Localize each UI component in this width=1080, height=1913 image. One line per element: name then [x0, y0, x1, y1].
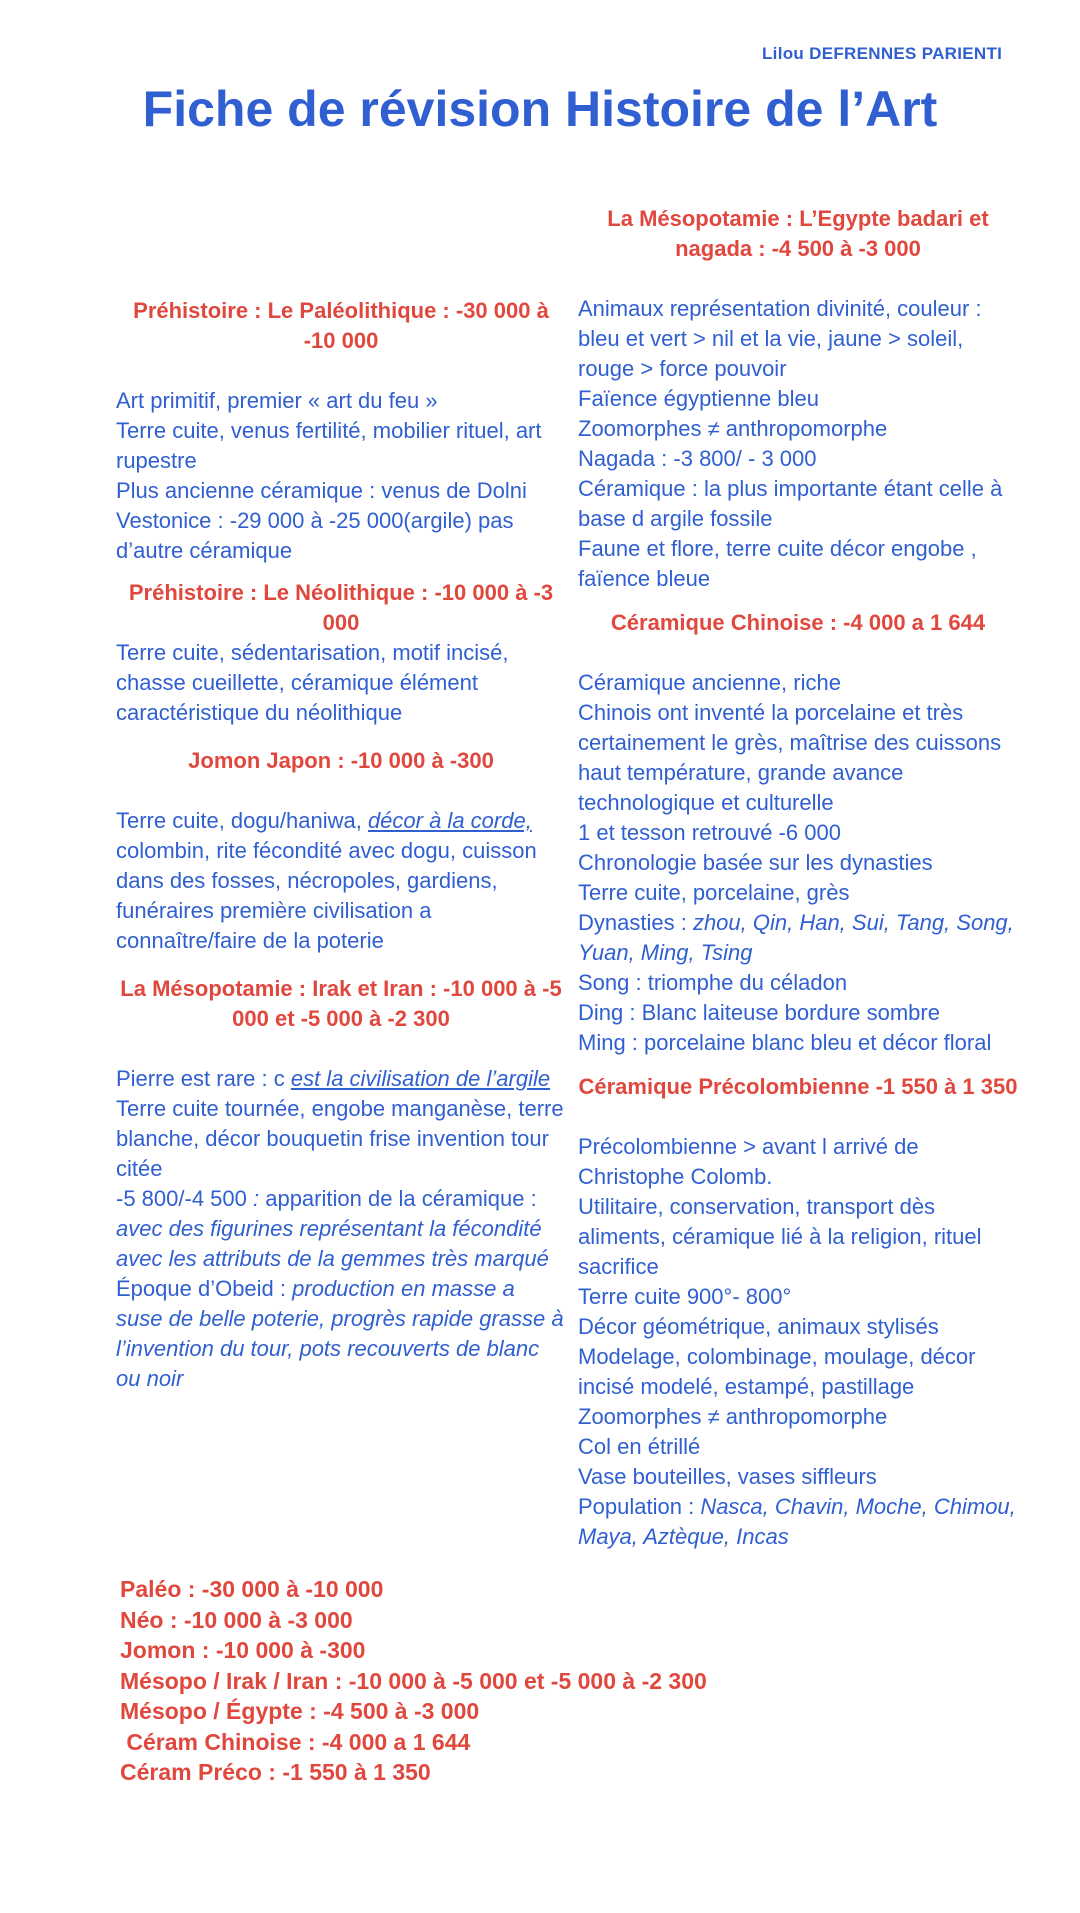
author-name: Lilou DEFRENNES PARIENTI: [762, 44, 1003, 63]
text-line: [116, 1184, 566, 1274]
section-heading-ceramique-precolombienne: Céramique Précolombienne -1 550 à 1 350: [578, 1074, 1018, 1099]
section-body-jomon: [116, 806, 566, 956]
text-line: Col en étrillé: [578, 1434, 701, 1459]
text-line: Terre cuite, sédentarisation, motif incisé, chasse cueillette, céramique élément caractéristique du néolithique: [116, 640, 509, 725]
summary-line: Jomon : -10 000 à -300: [120, 1637, 366, 1663]
text-line: Décor géométrique, animaux stylisés: [578, 1314, 939, 1339]
section-heading-ceramique-chinoise: Céramique Chinoise : -4 000 a 1 644: [610, 610, 986, 635]
text-line: [116, 1064, 566, 1094]
section-body-egypte: [578, 294, 1018, 594]
text-line: Céramique ancienne, riche: [578, 670, 841, 695]
text-run: Dynasties :: [578, 910, 693, 935]
text-line: [578, 1492, 1018, 1552]
text-run: Époque d’Obeid :: [116, 1276, 293, 1301]
text-line: Ming : porcelaine blanc bleu et décor floral: [578, 1030, 992, 1055]
dates-summary: [120, 1574, 980, 1788]
text-line: Art primitif, premier « art du feu »: [116, 388, 438, 413]
text-line: Zoomorphes ≠ anthropomorphe: [578, 1404, 888, 1429]
text-line: Terre cuite, venus fertilité, mobilier rituel, art rupestre: [116, 418, 542, 473]
text-line: Animaux représentation divinité, couleur : bleu et vert > nil et la vie, jaune > soleil, rouge > force pouvoir: [578, 296, 982, 381]
section-body-paleolithique: [116, 386, 566, 566]
left-column: [116, 296, 566, 1394]
text-run-emphasis: décor à la corde,: [367, 808, 532, 833]
section-heading-mesopotamie-irak-iran: La Mésopotamie : Irak et Iran : -10 000 à -5 000 et -5 000 à -2 300: [120, 976, 562, 1031]
text-line: Terre cuite, porcelaine, grès: [578, 880, 850, 905]
text-line: Céramique : la plus importante étant celle à base d argile fossile: [578, 476, 1003, 531]
section-heading-jomon: Jomon Japon : -10 000 à -300: [188, 748, 494, 773]
text-line: Terre cuite 900°- 800°: [578, 1284, 792, 1309]
text-line: Chronologie basée sur les dynasties: [578, 850, 933, 875]
text-line: Précolombienne > avant l arrivé de Christophe Colomb.: [578, 1134, 919, 1189]
text-line: Faune et flore, terre cuite décor engobe , faïence bleue: [578, 536, 977, 591]
text-line: Vase bouteilles, vases siffleurs: [578, 1464, 877, 1489]
summary-line: Mésopo / Égypte : -4 500 à -3 000: [120, 1698, 480, 1724]
section-heading-egypte: La Mésopotamie : L’Egypte badari et nagada : -4 500 à -3 000: [607, 206, 989, 261]
section-heading-neolithique: Préhistoire : Le Néolithique : -10 000 à -3 000: [128, 580, 554, 635]
text-line: [578, 908, 1018, 968]
text-run: -5 800/-4 500: [116, 1186, 253, 1211]
dynasty-list: zhou, Qin, Han, Sui, Tang, Song, Yuan, Ming, Tsing: [578, 910, 1014, 965]
text-line: Zoomorphes ≠ anthropomorphe: [578, 416, 888, 441]
summary-line: Néo : -10 000 à -3 000: [120, 1606, 353, 1633]
text-line: Utilitaire, conservation, transport dès aliments, céramique lié à la religion, rituel sacrifice: [578, 1194, 982, 1279]
text-run-emphasis: :: [252, 1186, 266, 1211]
page-title: Fiche de révision Histoire de l’Art: [142, 81, 938, 137]
text-line: Faïence égyptienne bleu: [578, 386, 819, 411]
text-line: Song : triomphe du céladon: [578, 970, 848, 995]
text-run: Population :: [578, 1494, 701, 1519]
text-line: Chinois ont inventé la porcelaine et très certainement le grès, maîtrise des cuissons haut température, grande avance technologique et culturelle: [578, 700, 1002, 815]
text-line: [116, 1274, 566, 1394]
text-line: 1 et tesson retrouvé -6 000: [578, 820, 841, 845]
right-column: [578, 204, 1018, 1552]
text-run: apparition de la céramique :: [265, 1186, 537, 1211]
text-line: Plus ancienne céramique : venus de Dolni Vestonice : -29 000 à -25 000(argile) pas d’autre céramique: [116, 478, 527, 563]
summary-line: Céram Préco : -1 550 à 1 350: [120, 1759, 431, 1785]
text-line: Nagada : -3 800/ - 3 000: [578, 446, 817, 471]
text-line: Ding : Blanc laiteuse bordure sombre: [578, 1000, 940, 1025]
text-run-emphasis: production en masse a suse de belle poterie, progrès rapide grasse à l’invention du tour, pots recouverts de blanc ou noir: [116, 1276, 564, 1391]
section-body-neolithique: [116, 638, 566, 728]
text-run: colombin, rite fécondité avec dogu, cuisson dans des fosses, nécropoles, gardiens, funéraires première civilisation a connaître/faire de la poterie: [116, 838, 537, 953]
summary-line: Mésopo / Irak / Iran : -10 000 à -5 000 et -5 000 à -2 300: [120, 1667, 707, 1694]
summary-line: Céram Chinoise : -4 000 a 1 644: [120, 1728, 471, 1755]
text-run: Terre cuite, dogu/haniwa,: [116, 808, 368, 833]
population-list: Nasca, Chavin, Moche, Chimou, Maya, Aztèque, Incas: [578, 1494, 1016, 1549]
section-heading-paleolithique: Préhistoire : Le Paléolithique : -30 000 à -10 000: [133, 298, 549, 353]
summary-line: Paléo : -30 000 à -10 000: [120, 1576, 384, 1602]
section-body-ceramique-precolombienne: [578, 1132, 1018, 1552]
text-line: Terre cuite tournée, engobe manganèse, terre blanche, décor bouquetin frise invention tour citée: [116, 1096, 564, 1181]
text-run-emphasis: est la civilisation de l’argile: [290, 1066, 551, 1091]
text-line: Modelage, colombinage, moulage, décor incisé modelé, estampé, pastillage: [578, 1344, 976, 1399]
text-run: Pierre est rare : c: [116, 1066, 291, 1091]
section-body-mesopotamie-irak-iran: [116, 1064, 566, 1394]
text-run-emphasis: avec des figurines représentant la fécondité avec les attributs de la gemmes très marqué: [116, 1216, 549, 1271]
section-body-ceramique-chinoise: [578, 668, 1018, 1058]
